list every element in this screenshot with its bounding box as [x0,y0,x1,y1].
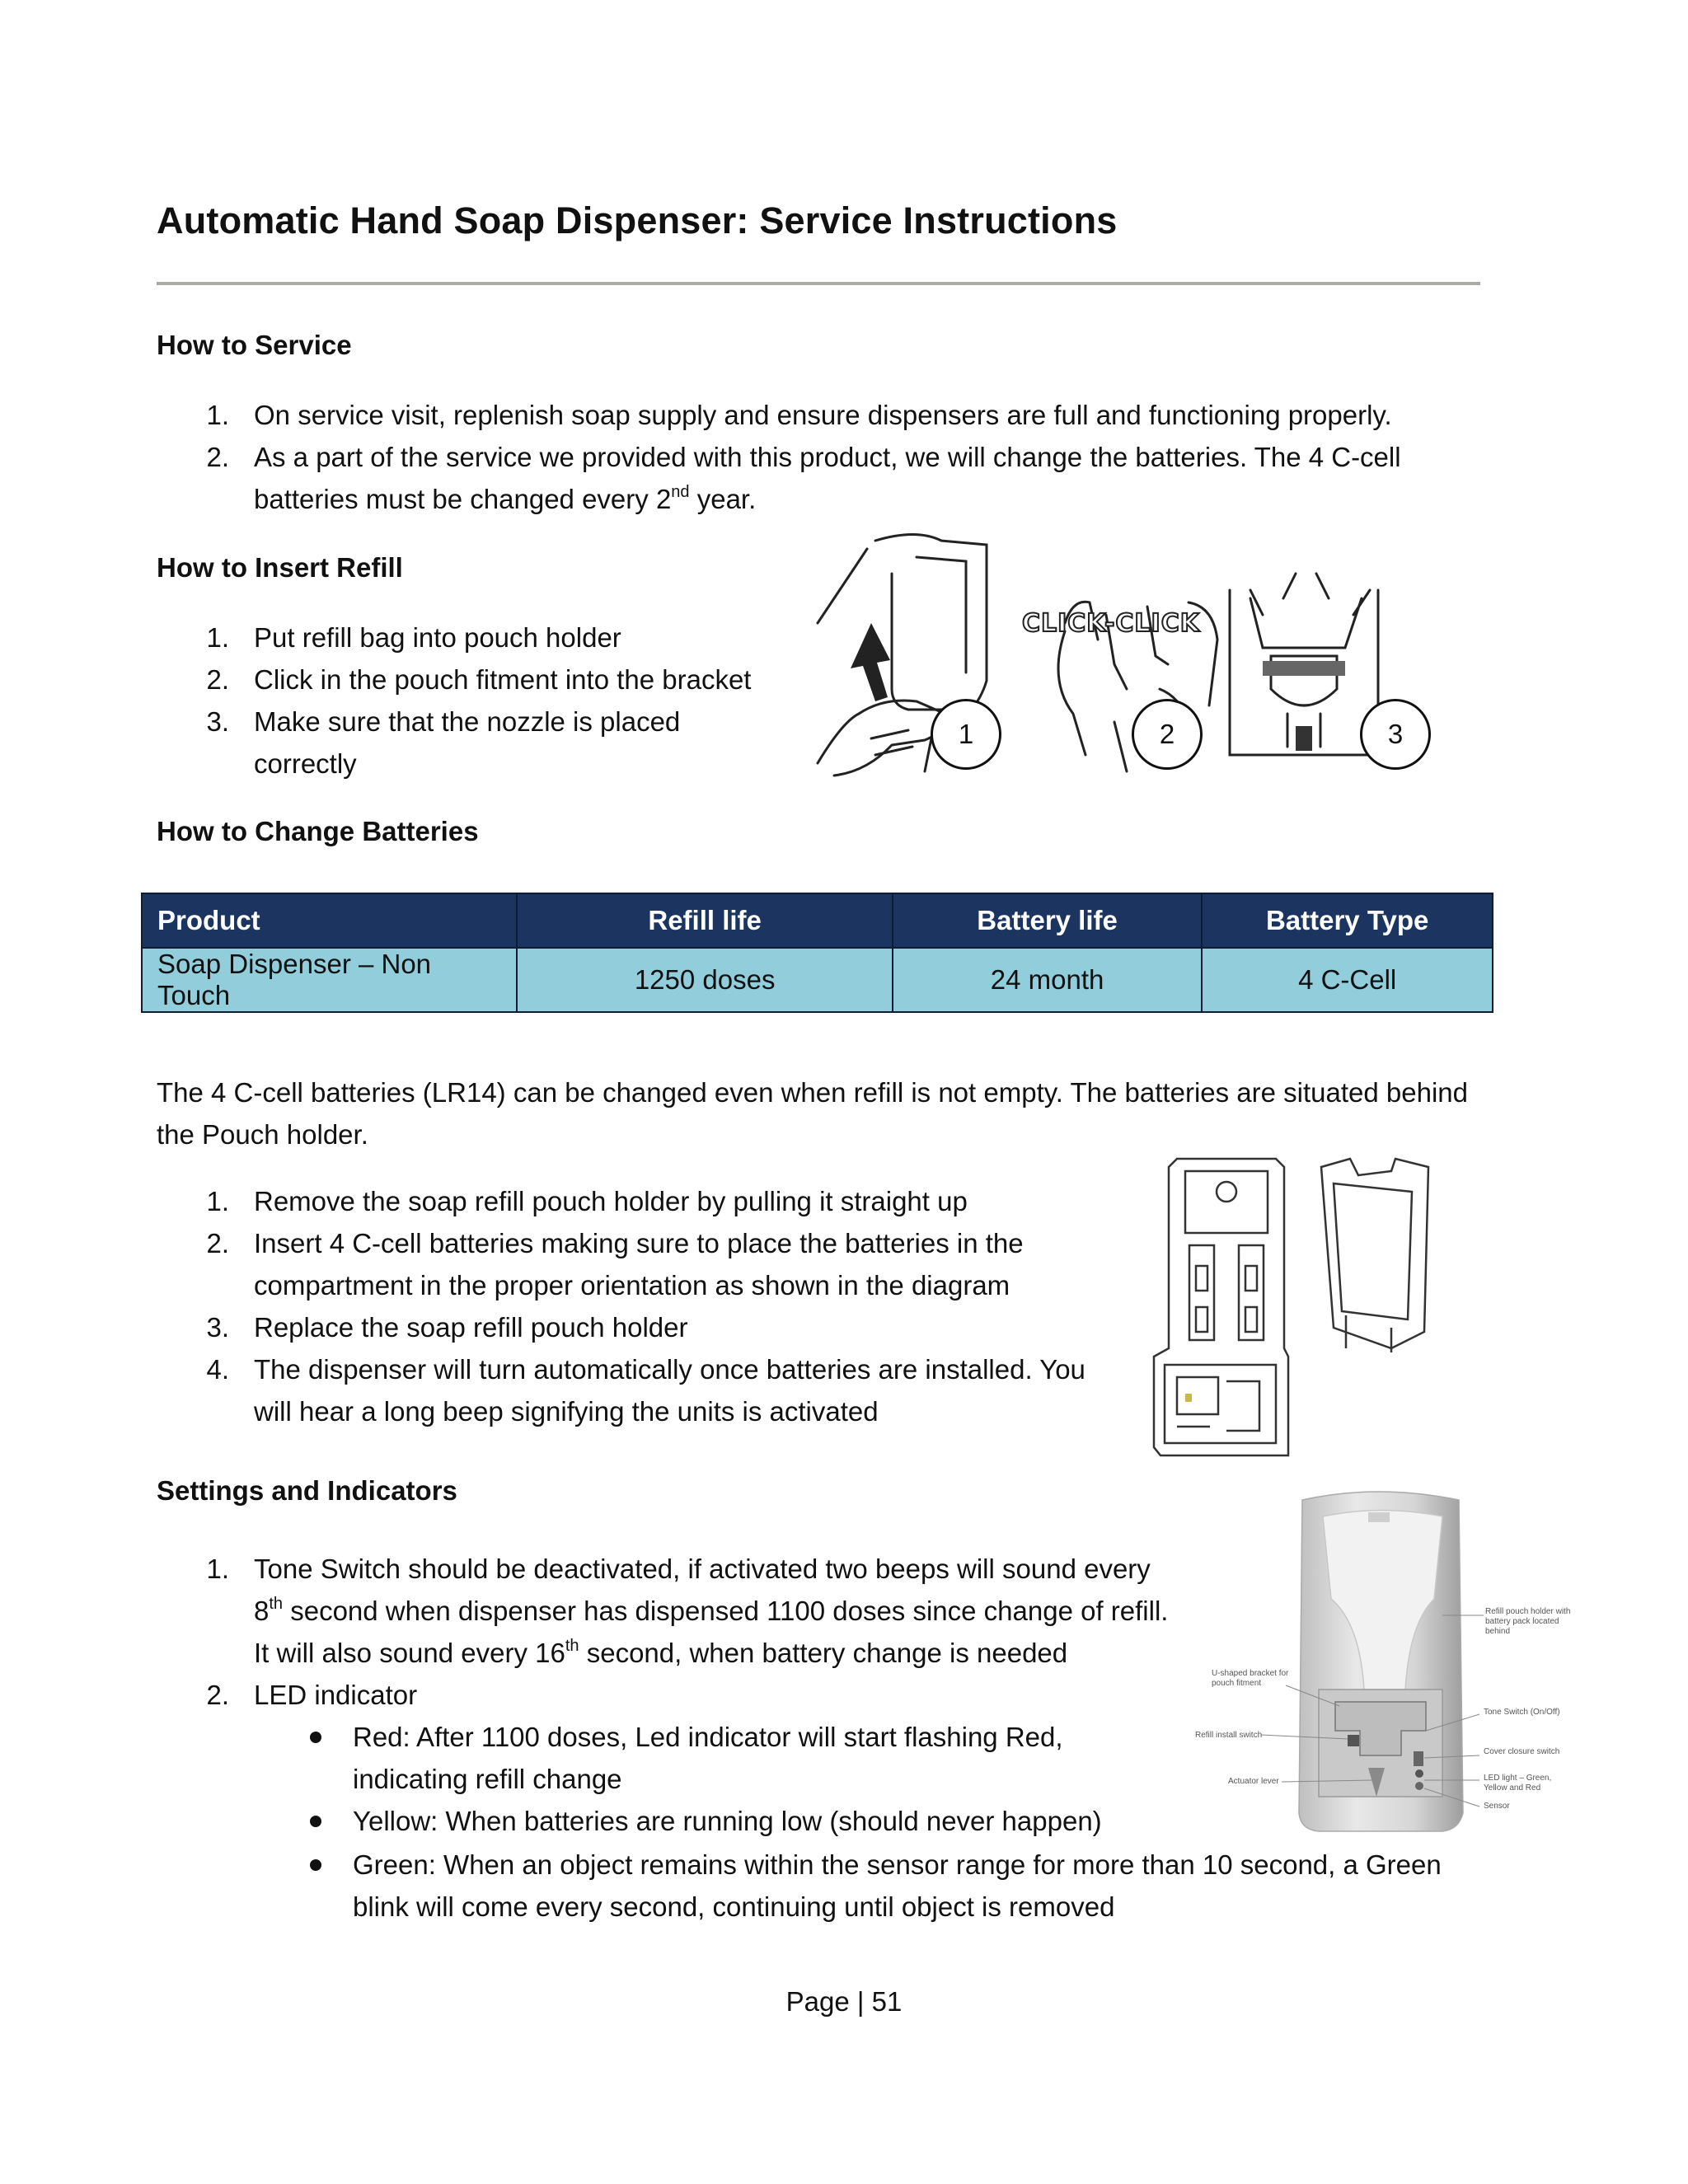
click-click-label: CLICK-CLICK [1022,609,1200,638]
service-list [0,394,1688,526]
column-header-refill-life: Refill life [517,893,892,948]
bullet-icon [310,1732,321,1743]
list-number: 1. [206,622,229,653]
list-item-continuation: It will also sound every 16th second, when battery change is needed [254,1637,1068,1668]
refill-list [0,616,791,790]
list-number: 3. [206,1312,229,1343]
page-footer: Page | 51 [785,1986,903,2017]
list-number: 1. [206,400,229,430]
list-item: As a part of the service we provided with this product, we will change the batteries. The 4 C-cell [254,442,1401,472]
table-header-row [142,893,1493,948]
list-item: Click in the pouch fitment into the bracket [254,664,752,695]
step-number-badge: 3 [1360,699,1431,770]
list-item: Replace the soap refill pouch holder [254,1312,688,1343]
label-tone-switch: Tone Switch (On/Off) [1484,1708,1560,1717]
list-item: Remove the soap refill pouch holder by pulling it straight up [254,1186,968,1216]
list-number: 2. [206,1228,229,1258]
section-heading-settings: Settings and Indicators [157,1475,457,1506]
label-pouch-holder: Refill pouch holder with battery pack located behind [1485,1607,1571,1636]
table-cell: 1250 doses [517,948,892,1012]
arrow-down-icon [851,623,890,701]
section-heading-batteries: How to Change Batteries [157,816,479,846]
dispenser-diagram [1195,1483,1582,1838]
label-led-light: LED light – Green, Yellow and Red [1484,1774,1552,1793]
label-actuator: Actuator lever [1228,1777,1279,1786]
table-cell: 4 C-Cell [1202,948,1493,1012]
title-divider [157,282,1480,285]
bullet-item-green: Green: When an object remains within the sensor range for more than 10 second, a Green [353,1849,1442,1880]
refill-steps-figure [801,524,1444,781]
list-item: LED indicator [254,1680,418,1710]
bullet-item-continuation: indicating refill change [353,1764,622,1794]
page-title: Automatic Hand Soap Dispenser: Service Instructions [157,199,1118,241]
refill-steps-illustration [801,524,1444,781]
label-bracket: U-shaped bracket for pouch fitment [1212,1669,1289,1688]
list-item: The dispenser will turn automatically once batteries are installed. You [254,1354,1085,1385]
label-sensor: Sensor [1484,1802,1510,1811]
paragraph-line: the Pouch holder. [157,1119,368,1150]
bullet-icon [310,1816,321,1827]
battery-list [0,1180,1154,1444]
column-header-product: Product [142,893,517,948]
bullet-item-continuation: blink will come every second, continuing until object is removed [353,1891,1115,1922]
bullet-item-yellow: Yellow: When batteries are running low (should never happen) [353,1806,1102,1836]
list-item: Make sure that the nozzle is placed [254,706,681,737]
list-item: On service visit, replenish soap supply and ensure dispensers are full and functioning properly. [254,400,1392,430]
list-item-continuation: correctly [254,748,357,779]
list-number: 2. [206,664,229,695]
list-number: 3. [206,706,229,737]
list-number: 2. [206,442,229,472]
section-heading-refill: How to Insert Refill [157,552,403,583]
list-number: 1. [206,1186,229,1216]
spec-table [141,893,1493,1013]
section-heading-service: How to Service [157,330,352,360]
list-item-continuation: 8th second when dispenser has dispensed 1100 doses since change of refill. [254,1595,1169,1626]
step-number-badge: 2 [1132,699,1203,770]
list-item-continuation: batteries must be changed every 2nd year. [254,483,757,514]
label-cover-switch: Cover closure switch [1484,1747,1560,1756]
table-cell: 24 month [893,948,1203,1012]
column-header-battery-type: Battery Type [1202,893,1493,948]
column-header-battery-life: Battery life [893,893,1203,948]
bullet-item-red: Red: After 1100 doses, Led indicator will start flashing Red, [353,1722,1063,1752]
list-item: Tone Switch should be deactivated, if activated two beeps will sound every [254,1554,1151,1584]
list-item-continuation: compartment in the proper orientation as shown in the diagram [254,1270,1010,1301]
label-refill-switch: Refill install switch [1195,1731,1263,1740]
paragraph-line: The 4 C-cell batteries (LR14) can be changed even when refill is not empty. The batteries are situated behind [157,1077,1469,1108]
table-row [142,948,1493,1012]
list-number: 1. [206,1554,229,1584]
list-item: Insert 4 C-cell batteries making sure to place the batteries in the [254,1228,1024,1258]
bullet-icon [310,1859,321,1871]
list-number: 2. [206,1680,229,1710]
list-item: Put refill bag into pouch holder [254,622,621,653]
list-item-continuation: will hear a long beep signifying the units is activated [254,1396,879,1427]
list-number: 4. [206,1354,229,1385]
battery-paragraph [157,1071,1508,1155]
step-number-badge: 1 [931,699,1001,770]
battery-compartment-illustration [1144,1151,1457,1464]
table-cell: Soap Dispenser – Non Touch [142,948,517,1012]
